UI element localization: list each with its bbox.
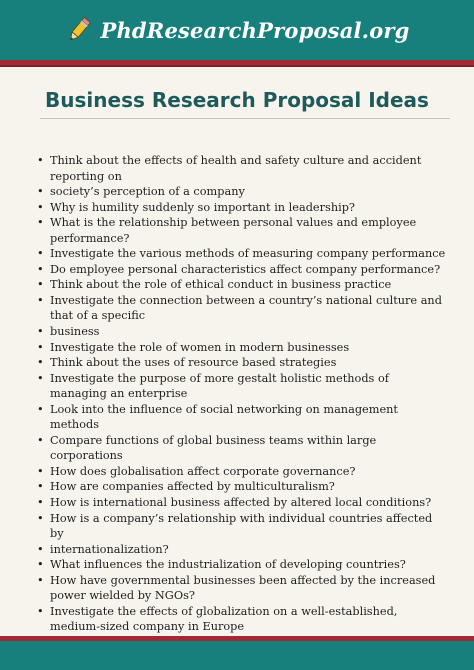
- list-item: • internationalization?: [36, 542, 448, 558]
- brand-logo[interactable]: [64, 15, 409, 45]
- list-item: • Compare functions of global business teams within large corporations: [36, 433, 448, 464]
- list-item: • Investigate the connection between a country’s national culture and that of a specific: [36, 293, 448, 324]
- list-item: • Why is humility suddenly so important in leadership?: [36, 200, 448, 216]
- list-item: • Do employee personal characteristics affect company performance?: [36, 262, 448, 278]
- list-item: • Think about the effects of health and safety culture and accident reporting on: [36, 153, 448, 184]
- page-title: Business Research Proposal Ideas: [45, 88, 429, 112]
- list-item: • business: [36, 324, 448, 340]
- list-item: • How is international business affected by altered local conditions?: [36, 495, 448, 511]
- title-divider: [40, 118, 450, 119]
- list-item: • How have governmental businesses been affected by the increased power wielded by NGOs?: [36, 573, 448, 604]
- list-item: • Investigate the effects of globalization on a well-established, medium-sized company in Europe: [36, 604, 448, 635]
- header-dark-stripe: [0, 65, 474, 67]
- ideas-list: [36, 153, 448, 651]
- list-item: • Investigate the purpose of more gestalt holistic methods of managing an enterprise: [36, 371, 448, 402]
- list-item: • What influences the industrialization of developing countries?: [36, 557, 448, 573]
- pencil-icon: [64, 15, 94, 45]
- list-item: • Look into the influence of social networking on management methods: [36, 402, 448, 433]
- list-item: • Investigate the role of women in modern businesses: [36, 340, 448, 356]
- list-item: • Think about the role of ethical conduct in business practice: [36, 277, 448, 293]
- list-item: • Think about the uses of resource based strategies: [36, 355, 448, 371]
- list-item: • Investigate the various methods of measuring company performance: [36, 246, 448, 262]
- site-header: [0, 0, 474, 60]
- brand-name: PhdResearchProposal.org: [100, 17, 410, 43]
- list-item: • How does globalisation affect corporate governance?: [36, 464, 448, 480]
- footer-band: [0, 641, 474, 670]
- list-item: • How are companies affected by multiculturalism?: [36, 479, 448, 495]
- list-item: • How is a company’s relationship with individual countries affected by: [36, 511, 448, 542]
- list-item: • What is the relationship between personal values and employee performance?: [36, 215, 448, 246]
- list-item: • society’s perception of a company: [36, 184, 448, 200]
